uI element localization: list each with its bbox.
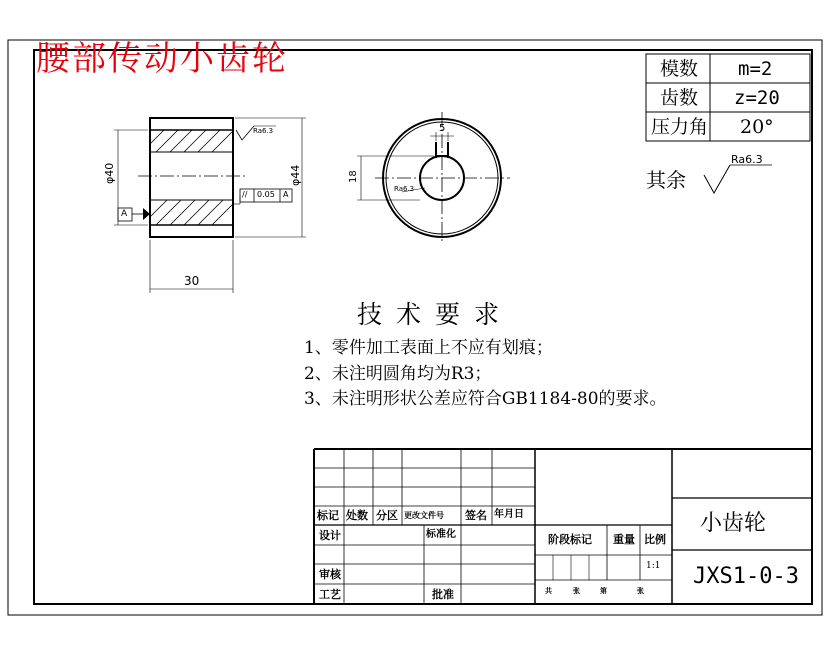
tolerance-value: 0.05 bbox=[257, 190, 275, 199]
drawing-title: 腰部传动小齿轮 bbox=[36, 39, 288, 79]
tb-zone: 分区 bbox=[376, 509, 398, 522]
tb-scale-value: 1:1 bbox=[646, 561, 661, 571]
param-label-teeth: 齿数 bbox=[660, 87, 699, 109]
tb-scale: 比例 bbox=[644, 533, 666, 546]
tb-sign: 签名 bbox=[465, 509, 487, 522]
tb-drawing-code: JXS1-0-3 bbox=[693, 564, 799, 589]
param-value-module: m=2 bbox=[738, 58, 773, 80]
remaining-roughness: Ra6.3 bbox=[731, 153, 763, 166]
param-label-module: 模数 bbox=[660, 58, 699, 80]
tolerance-symbol: // bbox=[242, 190, 248, 199]
tb-review: 审核 bbox=[319, 568, 341, 581]
tb-mark: 标记 bbox=[317, 509, 339, 522]
gear-side-view bbox=[114, 118, 306, 293]
tb-weight: 重量 bbox=[613, 533, 635, 546]
bore-roughness-label: Ra6.3 bbox=[394, 185, 415, 193]
datum-triangle bbox=[143, 208, 150, 220]
length-label: 30 bbox=[184, 274, 200, 288]
datum-label: A bbox=[121, 209, 128, 219]
tb-sheet-no-unit: 张 bbox=[637, 586, 644, 595]
tb-stage: 阶段标记 bbox=[548, 533, 592, 546]
requirement-item: 3、未注明形状公差应符合GB1184-80的要求。 bbox=[304, 389, 667, 409]
requirement-item: 1、零件加工表面上不应有划痕； bbox=[304, 338, 553, 358]
param-value-pressure-angle: 20° bbox=[740, 116, 774, 138]
tb-design: 设计 bbox=[319, 529, 341, 542]
tb-sheets-total: 共 bbox=[545, 586, 552, 595]
tb-standard: 标准化 bbox=[426, 529, 456, 540]
tb-sheet-no: 第 bbox=[600, 586, 607, 595]
outer-dia-label: φ44 bbox=[289, 164, 302, 186]
requirements-heading: 技术要求 bbox=[357, 300, 514, 329]
tolerance-datum: A bbox=[283, 190, 289, 199]
tb-sheets-total-unit: 张 bbox=[573, 586, 580, 595]
requirement-item: 2、未注明圆角均为R3； bbox=[304, 364, 492, 384]
key-width-label: 5 bbox=[439, 123, 446, 134]
tb-part-name: 小齿轮 bbox=[700, 511, 767, 536]
param-label-pressure-angle: 压力角 bbox=[651, 116, 709, 138]
gear-front-view bbox=[357, 112, 510, 244]
tb-change-doc: 更改文件号 bbox=[404, 510, 444, 520]
side-roughness-label: Ra6.3 bbox=[253, 127, 274, 135]
tb-approve: 批准 bbox=[432, 588, 454, 601]
key-height-label: 18 bbox=[348, 170, 359, 183]
inner-dia-label: φ40 bbox=[103, 162, 116, 184]
tb-date: 年月日 bbox=[494, 509, 524, 520]
remaining-label: 其余 bbox=[646, 168, 686, 192]
tb-process: 工艺 bbox=[319, 588, 341, 601]
param-value-teeth: z=20 bbox=[734, 87, 780, 109]
roughness-symbol bbox=[704, 165, 730, 193]
tb-count: 处数 bbox=[346, 509, 368, 522]
